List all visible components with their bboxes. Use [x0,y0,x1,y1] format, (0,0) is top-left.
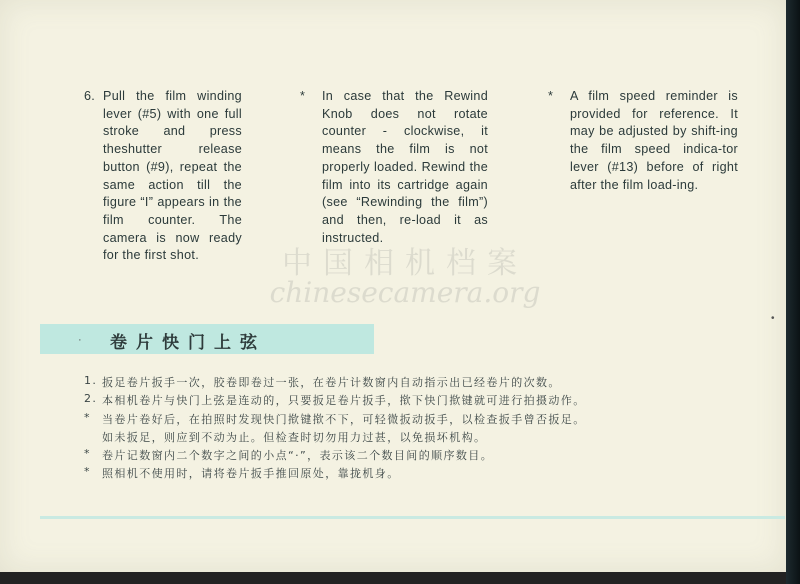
instruction-line [84,447,684,465]
instruction-text: 卷片记数窗内二个数字之间的小点“·”，表示该二个数目间的顺序数目。 [102,449,494,463]
watermark [240,238,570,309]
note-asterisk: * [548,89,554,103]
text-column-rewind-note [300,88,488,247]
chinese-instructions [84,374,684,484]
instruction-text: 当卷片卷好后，在拍照时发现快门揿键揿不下，可轻微扳动扳手，以检查扳手曾否扳足。 [102,412,586,426]
edge-mark: • [771,313,775,324]
instruction-text: 如未扳足，则应到不动为止。但检查时切勿用力过甚，以免损坏机构。 [102,430,487,444]
rewind-note-text: In case that the Rewind Knob does not rotate counter - clockwise, it means the film is not properly loaded. Rewind the film into its cartridge again (see “Rewinding the film”) and then, re-load it as instructed. [322,89,488,245]
watermark-chinese: 中国相机档案 [282,246,528,281]
instruction-text: 照相机不使用时，请将卷片扳手推回原处，靠拢机身。 [102,467,400,481]
instruction-text: 扳足卷片扳手一次，胶卷即卷过一张，在卷片计数窗内自动指示出已经卷片的次数。 [102,376,561,389]
scan-edge [0,572,786,584]
instruction-line [84,374,684,392]
section-title: 卷片快门上弦 [110,333,266,353]
instruction-marker: 2. [84,392,98,406]
bottom-rule [40,516,785,519]
instruction-line [84,392,684,410]
instruction-line [84,411,684,429]
watermark-english: chinesecamera.org [269,276,541,309]
note-asterisk: * [300,89,306,103]
instruction-text: 本相机卷片与快门上弦是连动的，只要扳足卷片扳手，揿下快门揿键就可进行拍摄动作。 [102,394,586,408]
text-column-step-6 [84,88,242,265]
instruction-marker: * [84,410,91,424]
instruction-line [84,465,684,483]
step-6-text: Pull the film winding lever (#5) with one full stroke and press theshutter release button (#9), repeat the same action till the figure “I” appears in the film counter. The camera is now ready for the first shot. [103,89,242,263]
heading-dot: · [78,334,82,346]
text-column-film-speed-note [548,88,738,194]
instruction-marker: 1. [84,374,98,387]
section-heading [40,324,374,354]
step-number: 6. [84,89,96,103]
instruction-line [84,429,684,447]
film-speed-note-text: A film speed reminder is provided for reference. It may be adjusted by shift-ing the film speed indica-tor lever (#13) before of right after the film load-ing. [570,89,738,192]
instruction-marker: * [84,465,91,479]
book-spine [786,0,800,584]
instruction-marker: * [84,447,91,461]
